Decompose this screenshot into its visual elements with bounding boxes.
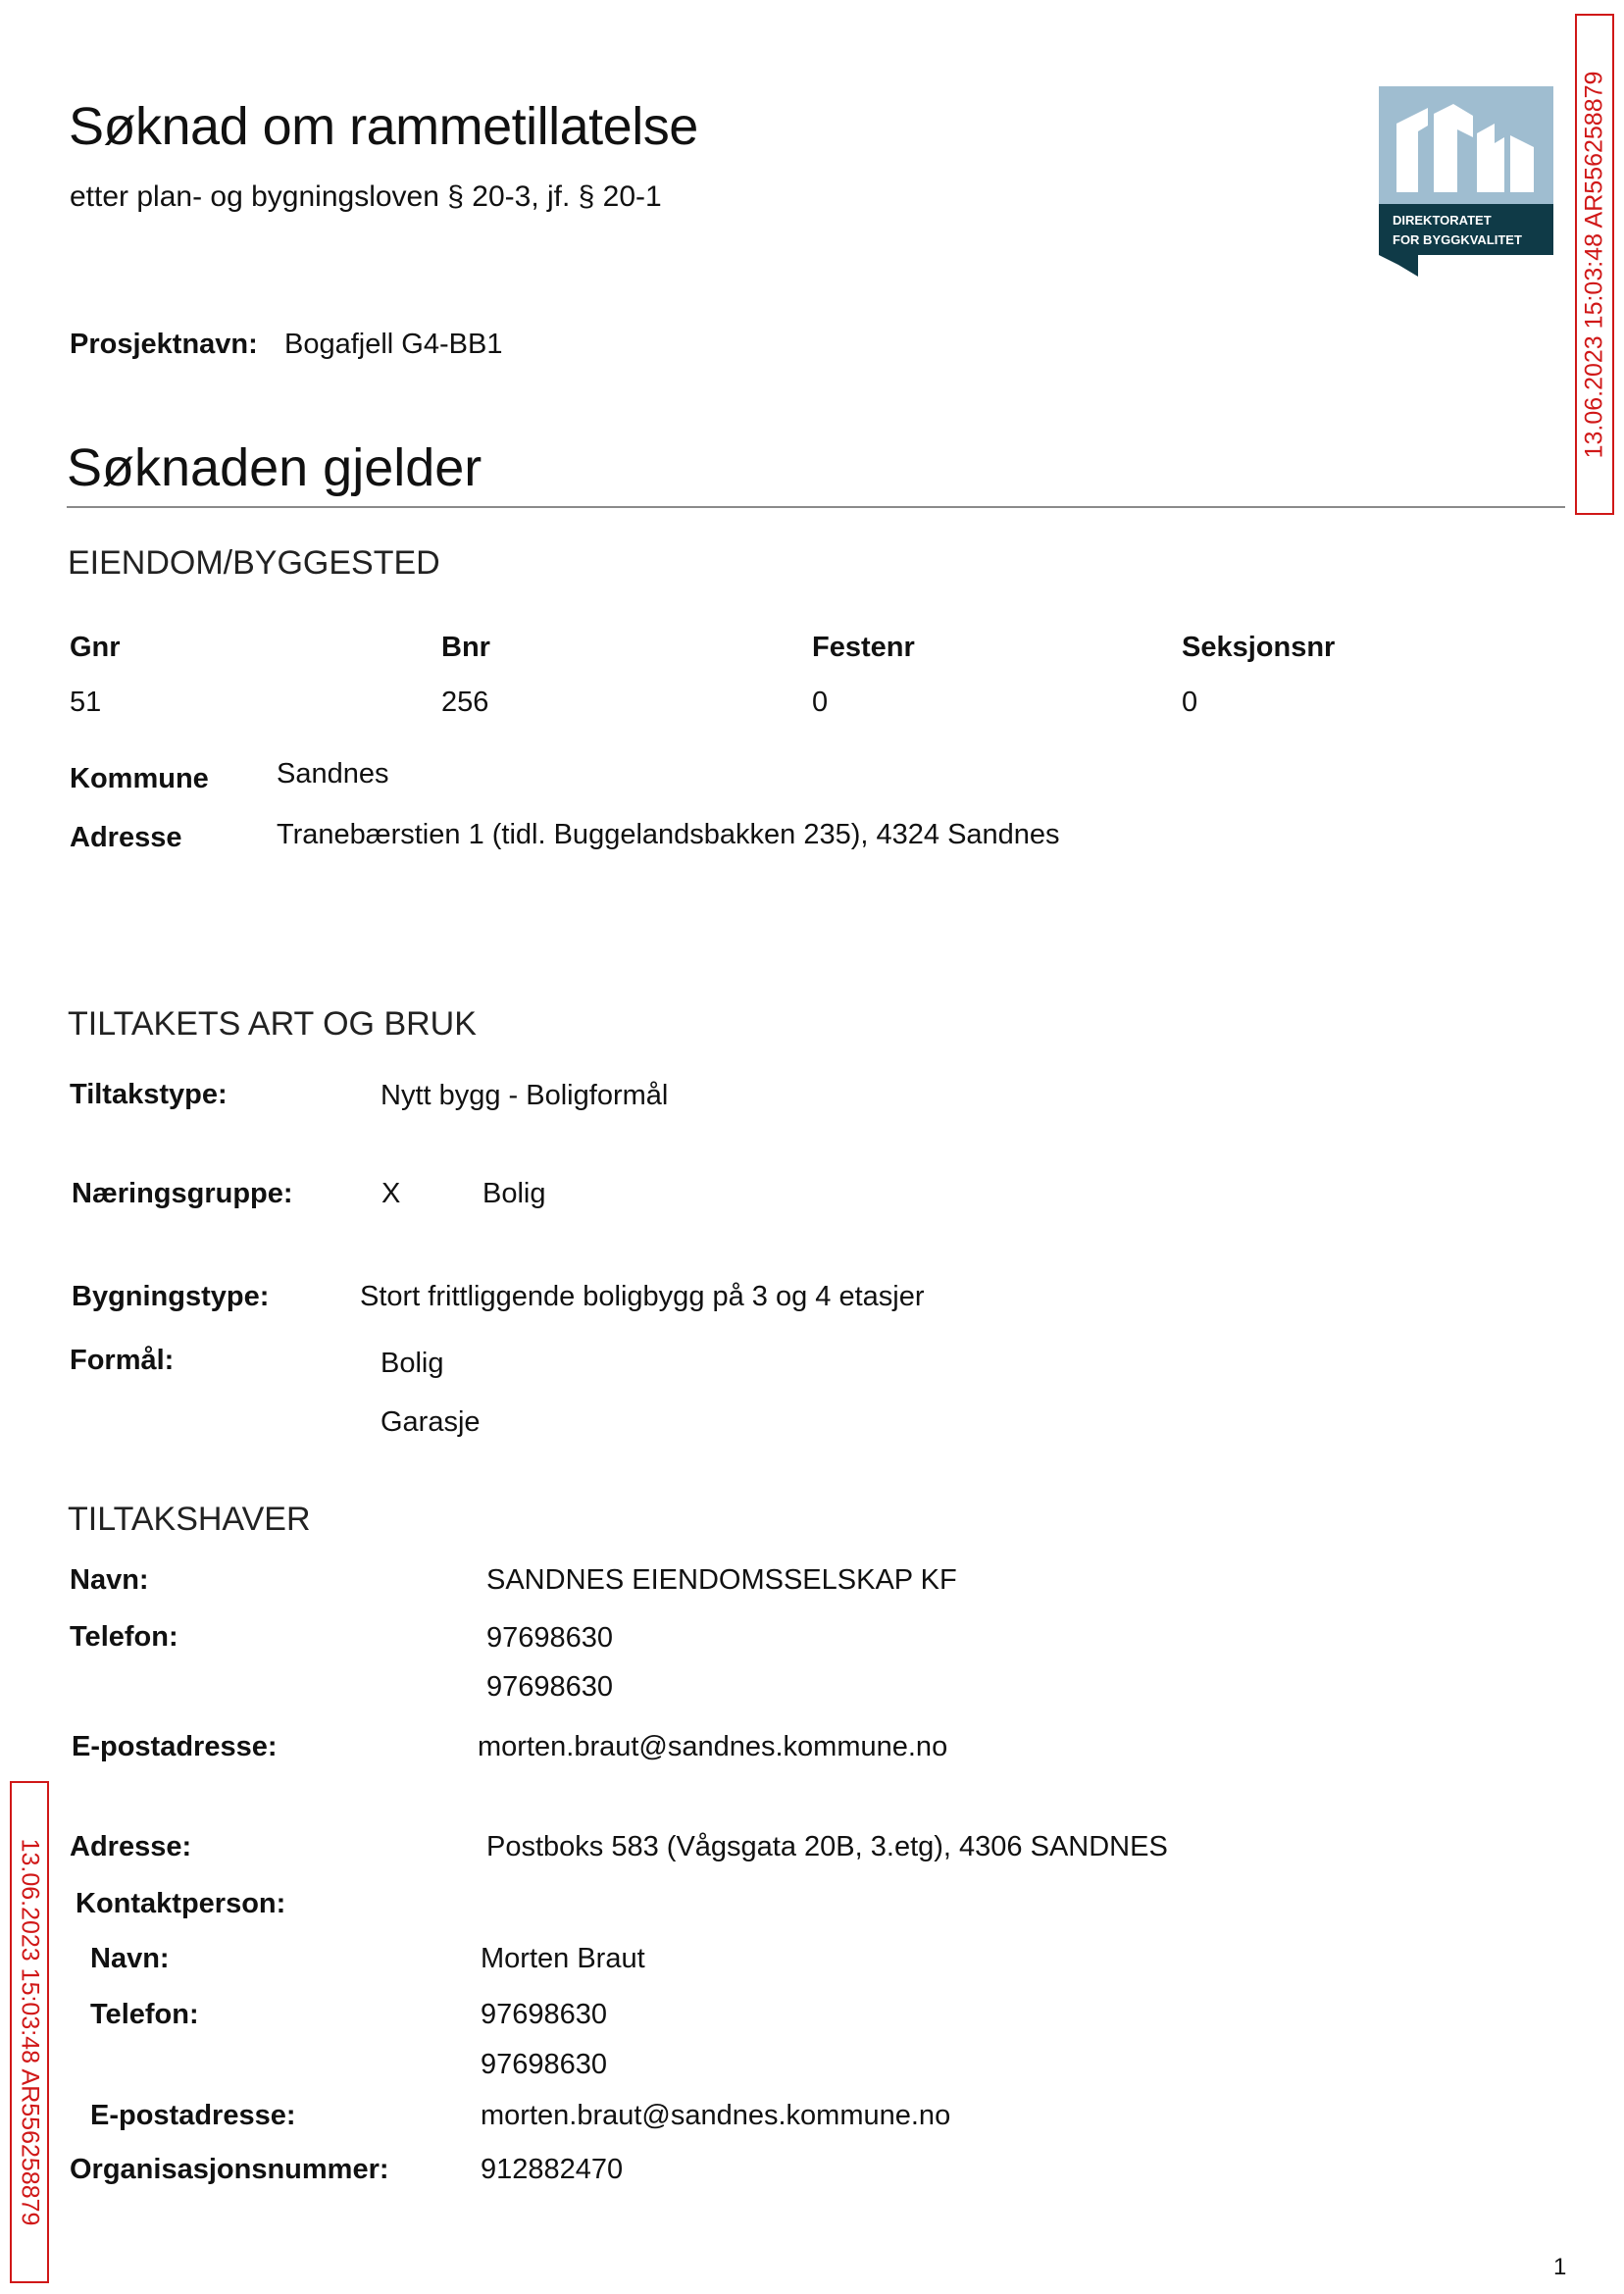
adresse-label: Adresse [70, 822, 182, 853]
tiltakstype-label: Tiltakstype: [70, 1079, 228, 1110]
property-value-seksjonsnr: 0 [1182, 687, 1198, 718]
kontakt-epost-value: morten.braut@sandnes.kommune.no [481, 2100, 951, 2131]
property-value-gnr: 51 [70, 687, 102, 718]
kommune-label: Kommune [70, 763, 209, 794]
property-heading: EIENDOM/BYGGESTED [68, 544, 440, 582]
tiltak-heading: TILTAKETS ART OG BRUK [68, 1005, 477, 1043]
kontakt-telefon-value-2: 97698630 [481, 2049, 608, 2080]
adresse-value: Tranebærstien 1 (tidl. Buggelandsbakken 235), 4324 Sandnes [277, 819, 1060, 850]
property-col-seksjonsnr: Seksjonsnr [1182, 632, 1336, 663]
tiltakshaver-epost-value: morten.braut@sandnes.kommune.no [478, 1731, 948, 1762]
naeringsgruppe-value: Bolig [482, 1178, 546, 1209]
tiltakshaver-heading: TILTAKSHAVER [68, 1501, 311, 1538]
page-number: 1 [1553, 2254, 1567, 2280]
orgnr-label: Organisasjonsnummer: [70, 2154, 389, 2185]
bygningstype-label: Bygningstype: [72, 1281, 270, 1312]
section-divider [67, 506, 1565, 508]
stamp-text: 13.06.2023 15:03:48 AR556258879 [16, 1838, 44, 2226]
kommune-value: Sandnes [277, 758, 389, 790]
tiltakshaver-telefon-value-1: 97698630 [486, 1622, 614, 1654]
orgnr-value: 912882470 [481, 2154, 624, 2185]
kontakt-navn-label: Navn: [90, 1943, 170, 1974]
tiltakshaver-telefon-label: Telefon: [70, 1621, 178, 1653]
logo-text-line2: FOR BYGGKVALITET [1393, 232, 1522, 247]
tiltakshaver-navn-value: SANDNES EIENDOMSSELSKAP KF [486, 1564, 957, 1596]
formal-value-2: Garasje [381, 1406, 481, 1438]
timestamp-stamp-right [1575, 14, 1614, 515]
formal-value-1: Bolig [381, 1348, 444, 1379]
kontakt-telefon-label: Telefon: [90, 1999, 199, 2030]
timestamp-stamp-left [10, 1781, 49, 2283]
section-title: Søknaden gjelder [67, 438, 482, 497]
project-name-value: Bogafjell G4-BB1 [284, 329, 503, 360]
document-subtitle: etter plan- og bygningsloven § 20-3, jf. § 20-1 [70, 180, 662, 213]
kontakt-epost-label: E-postadresse: [90, 2100, 296, 2131]
stamp-text: 13.06.2023 15:03:48 AR556258879 [1580, 71, 1608, 458]
tiltakshaver-adresse-value: Postboks 583 (Vågsgata 20B, 3.etg), 4306 SANDNES [486, 1831, 1168, 1862]
tiltakshaver-telefon-value-2: 97698630 [486, 1671, 614, 1703]
naeringsgruppe-label: Næringsgruppe: [72, 1178, 293, 1209]
tiltakshaver-epost-label: E-postadresse: [72, 1731, 278, 1762]
dibk-logo [1379, 86, 1553, 277]
bygningstype-value: Stort frittliggende boligbygg på 3 og 4 etasjer [360, 1281, 925, 1312]
tiltakstype-value: Nytt bygg - Boligformål [381, 1080, 669, 1111]
property-value-bnr: 256 [441, 687, 489, 718]
property-value-festenr: 0 [812, 687, 829, 718]
document-title: Søknad om rammetillatelse [69, 97, 698, 156]
kontakt-navn-value: Morten Braut [481, 1943, 645, 1974]
kontakt-telefon-value-1: 97698630 [481, 1999, 608, 2030]
property-col-bnr: Bnr [441, 632, 490, 663]
project-name-label: Prosjektnavn: [70, 329, 258, 360]
property-col-gnr: Gnr [70, 632, 121, 663]
kontaktperson-label: Kontaktperson: [76, 1888, 286, 1919]
logo-text-line1: DIREKTORATET [1393, 213, 1492, 228]
formal-label: Formål: [70, 1345, 175, 1376]
naeringsgruppe-code: X [381, 1178, 401, 1209]
tiltakshaver-navn-label: Navn: [70, 1564, 149, 1596]
property-col-festenr: Festenr [812, 632, 915, 663]
tiltakshaver-adresse-label: Adresse: [70, 1831, 192, 1862]
